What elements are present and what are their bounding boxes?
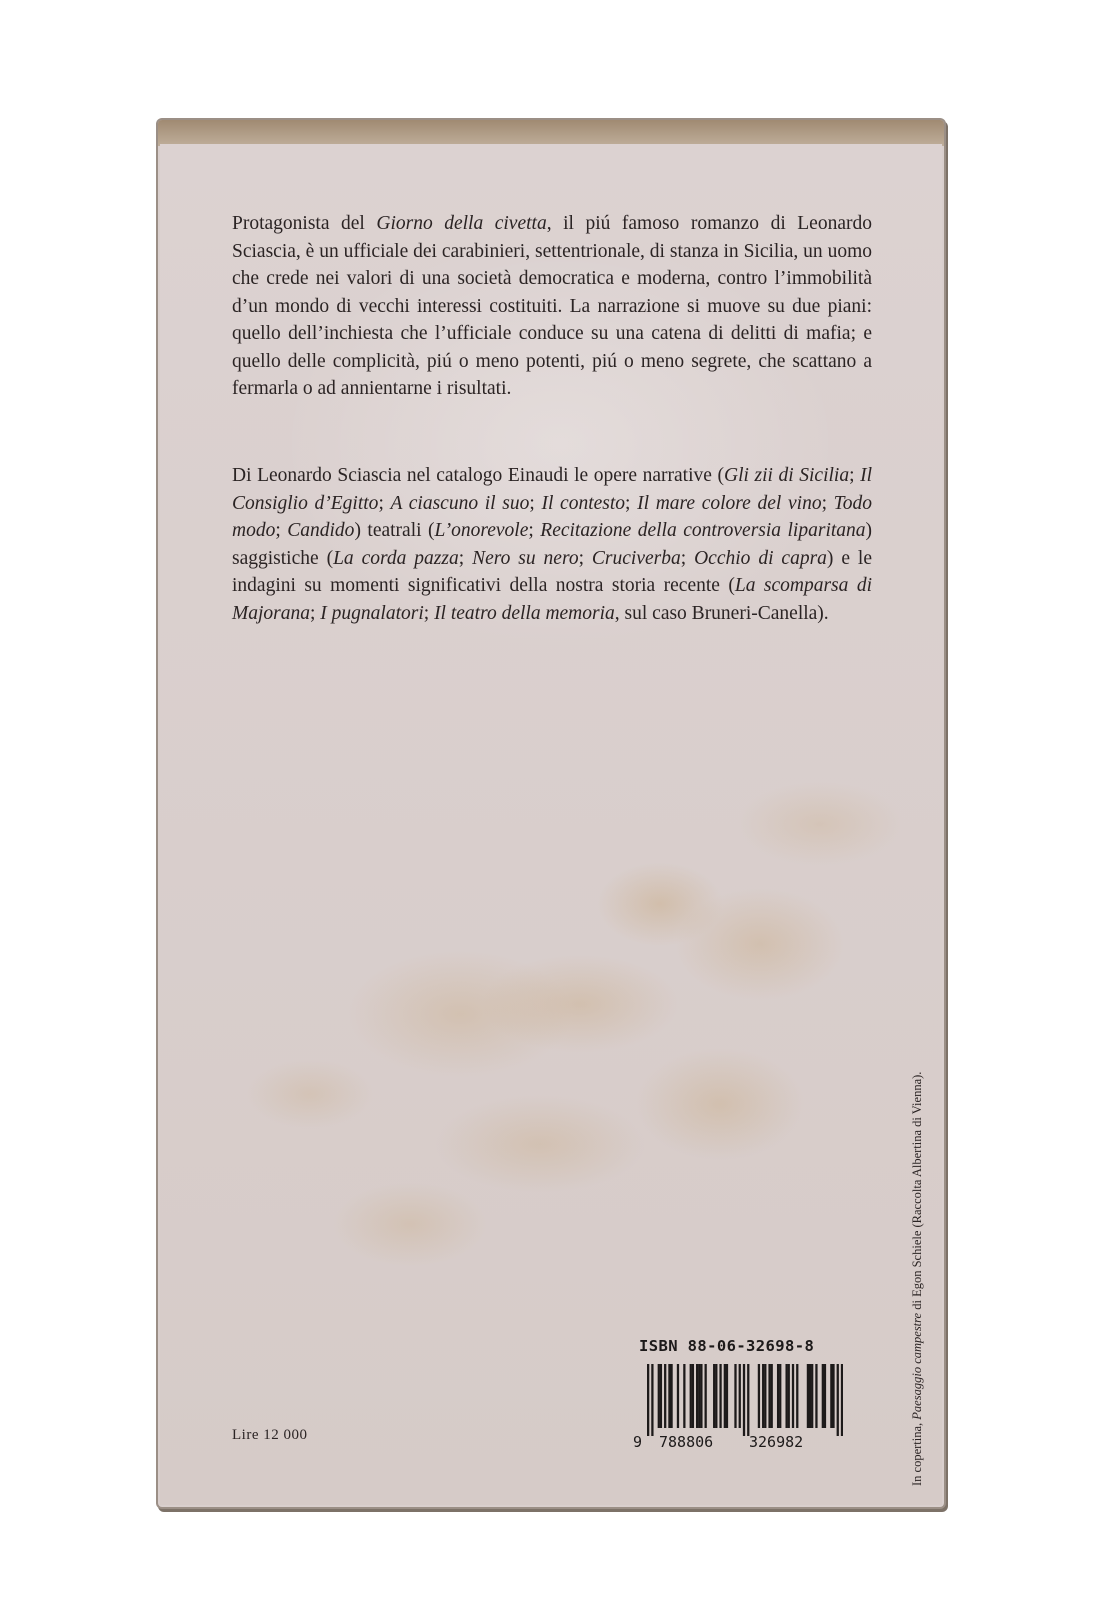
isbn-label: ISBN 88-06-32698-8 xyxy=(639,1337,815,1355)
cover-credit: In copertina, Paesaggio campestre di Egon Schiele (Raccolta Albertina di Vienna). xyxy=(910,1071,924,1486)
book-back-cover xyxy=(158,120,944,1507)
synopsis-paragraph: Protagonista del Giorno della civetta, il piú famoso romanzo di Leonardo Sciascia, è un ufficiale dei carabinieri, settentrionale, di stanza in Sicilia, un uomo che crede nei valori di una società democratica e moderna, contro l’immobilità d’un mondo di vecchi interessi costituiti. La narrazione si muove su due piani: quello dell’inchiesta che l’ufficiale conduce su una catena di delitti di mafia; e quello delle complicità, piú o meno potenti, piú o meno segrete, che scattano a fermarla o ad annientarne i risultati. xyxy=(232,213,872,399)
barcode-block xyxy=(633,1337,845,1457)
ean-digit-group-left: 788806 xyxy=(659,1433,714,1451)
book-top-edge xyxy=(158,120,944,146)
ean-digit-group-right: 326982 xyxy=(749,1433,804,1451)
price-label: Lire 12 000 xyxy=(232,1427,308,1443)
catalog-paragraph: Di Leonardo Sciascia nel catalogo Einaudi le opere narrative (Gli zii di Sicilia; Il Consiglio d’Egitto; A ciascuno il suo; Il contesto; Il mare colore del vino; Todo modo; Candido) teatrali (L’onorevole; Recitazione della controversia liparitana) saggistiche (La corda pazza; Nero su nero; Cruciverba; Occhio di capra) e le indagini su momenti significativi della nostra storia recente (La scomparsa di Majorana; I pugnalatori; Il teatro della memoria, sul caso Bruneri-Canella). xyxy=(232,465,873,624)
cover-paper xyxy=(160,144,942,1505)
ean-barcode xyxy=(647,1364,843,1436)
ean-digit-prefix: 9 xyxy=(633,1433,643,1451)
